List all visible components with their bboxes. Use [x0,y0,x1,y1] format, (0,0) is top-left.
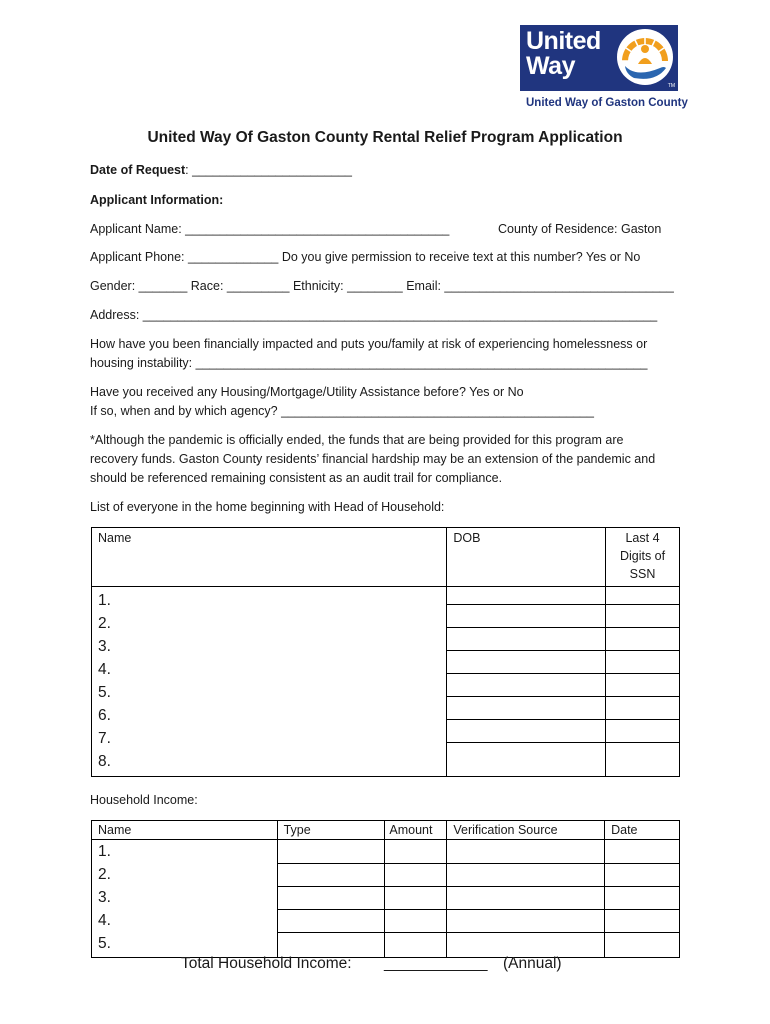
total-income-blank[interactable]: ____________ [384,955,488,972]
table-rows-block [92,587,680,777]
date-of-request-line [90,163,352,177]
table-rows-block [92,840,680,958]
income-date-cells[interactable] [605,840,680,958]
total-income-suffix: (Annual) [503,955,562,972]
household-income-label: Household Income: [90,793,198,807]
trademark: TM [667,83,675,89]
income-amount-cells[interactable] [385,840,447,958]
table-row: 7. [98,730,111,747]
applicant-phone-field[interactable]: Applicant Phone: _____________ Do you give permission to receive text at this number? Yes or No [90,250,641,264]
hand-rainbow-person-icon [616,28,674,86]
assistance-question: Have you received any Housing/Mortgage/Utility Assistance before? Yes or No [90,385,524,399]
col-header-name: Name [92,821,278,840]
table-row: 3. [98,638,111,655]
united-way-logo [520,25,678,91]
note-line-2: recovery funds. Gaston County residents’ financial hardship may be an extension of the pandemic and [90,452,656,466]
table-header-row [92,528,680,587]
applicant-info-heading: Applicant Information: [90,193,224,207]
applicant-name-field[interactable]: Applicant Name: ______________________________________ [90,222,450,236]
table-row: 6. [98,707,111,724]
table-row: 1. [98,592,111,609]
income-name-cells[interactable] [92,840,278,958]
county-of-residence: County of Residence: Gaston [498,222,662,236]
col-header-ssn: Last 4 Digits of SSN [606,528,680,587]
note-line-1: *Although the pandemic is officially ended, the funds that are being provided for this program are [90,433,624,447]
date-of-request-blank[interactable]: : _______________________ [185,163,352,177]
table-row: 4. [98,912,111,929]
household-members-table [91,527,680,777]
note-line-3: should be referenced remaining consistent as an audit trail for compliance. [90,471,503,485]
table-row: 3. [98,889,111,906]
income-type-cells[interactable] [277,840,385,958]
income-verification-cells[interactable] [447,840,605,958]
impact-question: How have you been financially impacted and puts you/family at risk of experiencing homelessness or [90,337,648,351]
assistance-agency-field[interactable]: If so, when and by which agency? _____________________________________________ [90,404,594,418]
name-cells[interactable] [92,587,447,777]
table-row: 8. [98,753,111,770]
date-of-request-label: Date of Request [90,163,186,177]
table-row: 4. [98,661,111,678]
table-row: 5. [98,684,111,701]
col-header-date: Date [605,821,680,840]
table-row: 2. [98,615,111,632]
page-title: United Way Of Gaston County Rental Relief Program Application [147,129,623,146]
ssn-cells[interactable] [606,587,680,777]
org-name: United Way of Gaston County [526,97,688,109]
col-header-verification: Verification Source [447,821,605,840]
table-row: 2. [98,866,111,883]
impact-answer-field[interactable]: housing instability: _________________________________________________________________ [90,356,648,370]
dob-cells[interactable] [447,587,606,777]
table-header-row [92,821,680,840]
col-header-type: Type [277,821,385,840]
total-income-label: Total Household Income: [181,955,352,972]
logo-wordmark: United Way [526,27,601,80]
address-field[interactable]: Address: __________________________________________________________________________ [90,308,658,322]
col-header-amount: Amount [385,821,447,840]
table-row: 5. [98,935,111,952]
col-header-name: Name [92,528,447,587]
demographics-fields[interactable]: Gender: _______ Race: _________ Ethnicity: ________ Email: _________________________________ [90,279,674,293]
table-row: 1. [98,843,111,860]
household-income-table [91,820,680,958]
col-header-dob: DOB [447,528,606,587]
household-list-label: List of everyone in the home beginning with Head of Household: [90,500,445,514]
